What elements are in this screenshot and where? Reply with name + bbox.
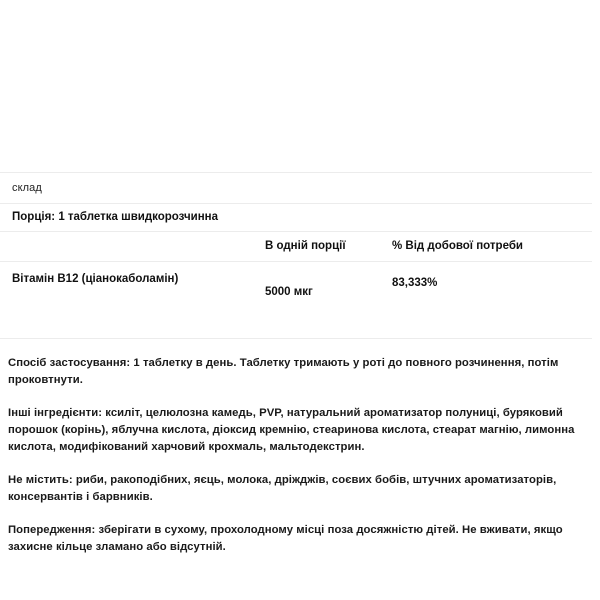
nutrient-amount: 5000 мкг bbox=[265, 286, 313, 298]
nutrient-daily-value-cell bbox=[392, 262, 592, 339]
table-header-row bbox=[0, 232, 592, 262]
panel-bottom-divider bbox=[0, 338, 592, 339]
nutrient-name-cell bbox=[0, 262, 265, 339]
column-header-name bbox=[0, 232, 265, 262]
serving-size-label: Порція: 1 таблетка швидкорозчинна bbox=[0, 204, 592, 232]
nutrient-name: Вітамін B12 (ціанокаболамін) bbox=[12, 273, 179, 285]
warning-text: Попередження: зберігати в сухому, прохолодному місці поза досяжністю дітей. Не вживати, якщо захисне кільце зламано або відсутній. bbox=[8, 524, 563, 553]
directions-text: Спосіб застосування: 1 таблетку в день. Таблетку тримають у роті до повного розчинення, потім проковтнути. bbox=[8, 357, 559, 386]
table-row bbox=[0, 262, 592, 339]
top-spacer bbox=[0, 0, 600, 172]
panel-title: склад bbox=[0, 173, 592, 204]
label-notes bbox=[0, 355, 600, 556]
free-from-text: Не містить: риби, ракоподібних, яєць, молока, дріжджів, соєвих бобів, штучних ароматизаторів, консервантів і барвників. bbox=[8, 474, 557, 503]
panel-title-row bbox=[0, 173, 592, 204]
nutrient-amount-cell bbox=[265, 262, 392, 339]
column-header-amount: В одній порції bbox=[265, 232, 392, 262]
supplement-facts-table bbox=[0, 172, 592, 338]
nutrient-daily-value: 83,333% bbox=[392, 277, 438, 289]
other-ingredients-text: Інші інгредієнти: ксиліт, целюлозна камедь, PVP, натуральний ароматизатор полуниці, буряковий порошок (корінь), яблучна кислота, діоксид кремнію, стеаринова кислота, стеарат магнію, лимонна кислота, модифікований харчовий крохмаль, мальтодекстрин. bbox=[8, 407, 575, 453]
serving-size-row bbox=[0, 204, 592, 232]
column-header-daily-value: % Від добової потреби bbox=[392, 232, 592, 262]
